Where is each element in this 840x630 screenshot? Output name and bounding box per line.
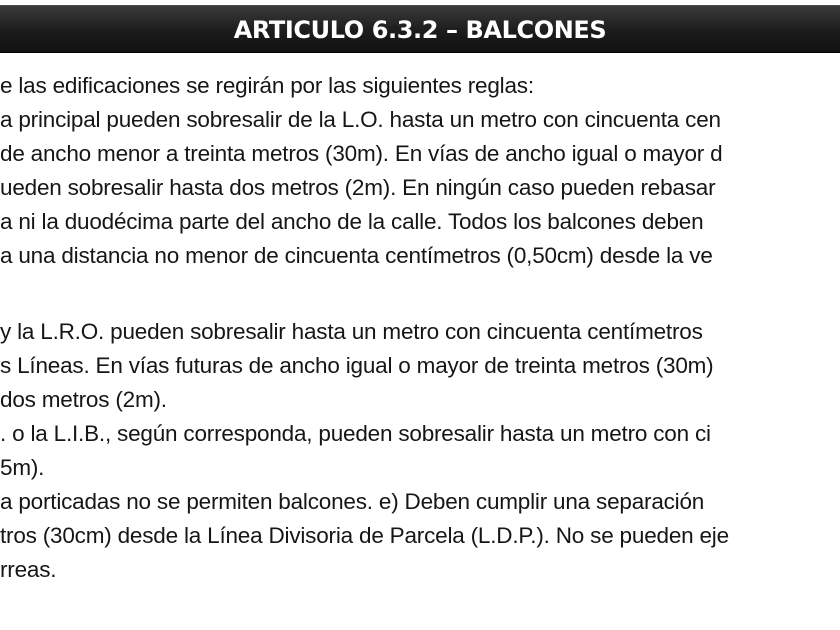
body-line: a una distancia no menor de cincuenta centímetros (0,50cm) desde la ve bbox=[0, 243, 713, 268]
body-line: dos metros (2m). bbox=[0, 387, 167, 412]
body-line: rreas. bbox=[0, 557, 57, 582]
body-line: ueden sobresalir hasta dos metros (2m). En ningún caso pueden rebasar bbox=[0, 175, 716, 200]
article-title-bar bbox=[0, 5, 840, 53]
article-title: ARTICULO 6.3.2 – BALCONES bbox=[233, 16, 607, 44]
body-line: y la L.R.O. pueden sobresalir hasta un metro con cincuenta centímetros bbox=[0, 319, 703, 344]
article-body bbox=[0, 70, 840, 610]
body-line: e las edificaciones se regirán por las siguientes reglas: bbox=[0, 73, 534, 98]
body-line: de ancho menor a treinta metros (30m). En vías de ancho igual o mayor d bbox=[0, 141, 723, 166]
body-line: a principal pueden sobresalir de la L.O. hasta un metro con cincuenta cen bbox=[0, 107, 721, 132]
body-line: a ni la duodécima parte del ancho de la calle. Todos los balcones deben bbox=[0, 209, 704, 234]
body-line: tros (30cm) desde la Línea Divisoria de Parcela (L.D.P.). No se pueden eje bbox=[0, 523, 729, 548]
body-line: s Líneas. En vías futuras de ancho igual o mayor de treinta metros (30m) bbox=[0, 353, 714, 378]
body-line: . o la L.I.B., según corresponda, pueden sobresalir hasta un metro con ci bbox=[0, 421, 711, 446]
body-line: 5m). bbox=[0, 455, 45, 480]
body-line: a porticadas no se permiten balcones. e) Deben cumplir una separación bbox=[0, 489, 705, 514]
